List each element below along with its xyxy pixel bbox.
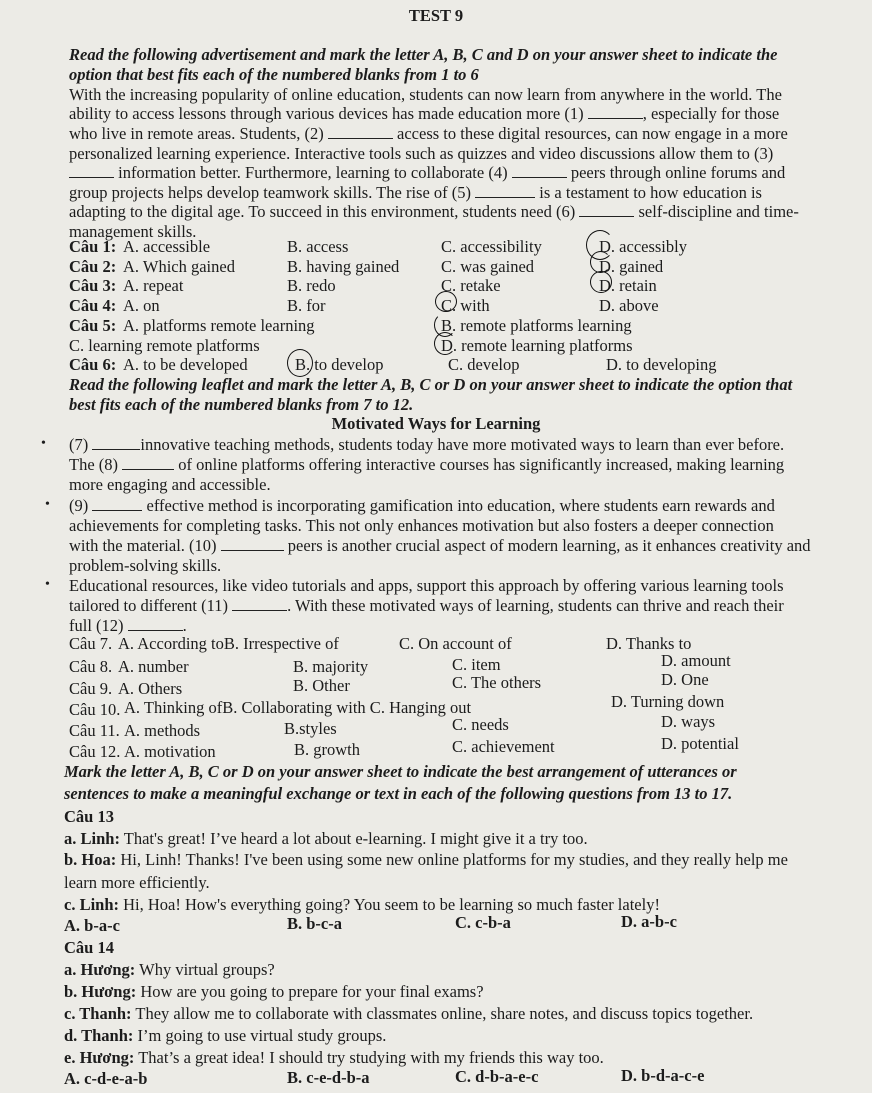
option-a[interactable]: A. methods [124,721,201,740]
question-label: Câu 4: [69,296,117,315]
option-b[interactable]: B. for [287,296,326,315]
utterance-line: a. Linh: That's great! I’ve heard a lot about e-learning. I might give it a try too. [64,829,588,848]
option-b[interactable]: B. majority [293,657,369,676]
option-b[interactable]: B. remote platforms learning [441,316,632,335]
utterance-line: learn more efficiently. [64,873,210,892]
option-c[interactable]: C. retake [441,276,501,295]
option-a[interactable]: A. c-d-e-a-b [64,1069,148,1088]
answer-circle-mark [590,251,611,273]
question-label: Câu 10. [69,700,121,719]
passage-line: ability to access lessons through various devices has made education more (1) , especially for those [69,104,780,123]
option-d[interactable]: D. retain [599,276,657,295]
option-c[interactable]: C. On account of [399,634,512,653]
option-d[interactable]: D. a-b-c [621,912,677,931]
passage-line: full (12) . [69,616,187,635]
option-c[interactable]: C. learning remote platforms [69,336,260,355]
passage-line: adapting to the digital age. To succeed in this environment, students need (6) self-discipline and time- [69,202,799,221]
question-label: Câu 7. [69,634,113,653]
option-b[interactable]: B. c-e-d-b-a [287,1068,370,1087]
option-d[interactable]: D. Thanks to [606,634,692,653]
option-d[interactable]: D. above [599,296,659,315]
answer-circle-mark [590,271,612,293]
option-d[interactable]: D. remote learning platforms [441,336,633,355]
passage-line: management skills. [69,222,197,241]
question-label: Câu 13 [64,807,114,826]
option-a[interactable]: A. to be developed [123,355,248,374]
option-a[interactable]: A. motivation [124,742,216,761]
instruction-line: option that best fits each of the numbered blanks from 1 to 6 [69,65,479,84]
option-b[interactable]: B. Other [293,676,350,695]
option-c[interactable]: C. c-b-a [455,913,511,932]
passage-line: group projects helps develop teamwork skills. The rise of (5) is a testament to how education is [69,183,762,202]
passage-line: With the increasing popularity of online education, students can now learn from anywhere in the world. The [69,85,782,104]
question-label: Câu 8. [69,657,113,676]
option-b[interactable]: B. having gained [287,257,400,276]
bullet-icon: • [45,577,50,592]
option-b[interactable]: B. access [287,237,349,256]
option-c[interactable]: C. was gained [441,257,535,276]
instruction-line: sentences to make a meaningful exchange or text in each of the following questions from 13 to 17. [64,784,733,803]
utterance-line: b. Hương: How are you going to prepare for your final exams? [64,982,484,1001]
question-label: Câu 12. [69,742,121,761]
passage-line: problem-solving skills. [69,556,222,575]
option-a-b-c[interactable]: A. Thinking ofB. Collaborating with C. Hanging out [124,698,472,717]
bullet-icon: • [45,497,50,512]
passage-line: (7) innovative teaching methods, students today have more motivated ways to learn than ever before. [69,435,785,454]
question-label: Câu 3: [69,276,117,295]
option-c[interactable]: C. develop [448,355,520,374]
option-b[interactable]: B. to develop [295,355,384,374]
option-b[interactable]: B. b-c-a [287,914,342,933]
passage-line: Educational resources, like video tutorials and apps, support this approach by offering various learning tools [69,576,784,595]
option-d[interactable]: D. potential [661,734,739,753]
option-a[interactable]: A. repeat [123,276,184,295]
bullet-icon: • [41,436,46,451]
option-a[interactable]: A. number [118,657,189,676]
option-d[interactable]: D. One [661,670,709,689]
question-label: Câu 2: [69,257,117,276]
option-b[interactable]: B.styles [284,719,337,738]
passage-line: achievements for completing tasks. This not only enhances motivation but also fosters a deeper connection [69,516,774,535]
leaflet-heading: Motivated Ways for Learning [331,414,541,433]
option-c[interactable]: C. needs [452,715,509,734]
utterance-line: c. Thanh: They allow me to collaborate with classmates online, share notes, and discuss topics together. [64,1004,754,1023]
option-c[interactable]: C. d-b-a-e-c [455,1067,539,1086]
answer-circle-mark [435,291,457,312]
option-a[interactable]: A. Others [118,679,183,698]
question-label: Câu 1: [69,237,117,256]
test-title: TEST 9 [408,6,464,25]
instruction-line: best fits each of the numbered blanks from 7 to 12. [69,395,414,414]
option-c[interactable]: C. The others [452,673,542,692]
question-label: Câu 5: [69,316,117,335]
passage-line: tailored to different (11) . With these motivated ways of learning, students can thrive and reach their [69,596,784,615]
option-d[interactable]: D. b-d-a-c-e [621,1066,705,1085]
question-label: Câu 11. [69,721,120,740]
question-label: Câu 6: [69,355,117,374]
option-d[interactable]: D. amount [661,651,731,670]
answer-circle-mark [287,349,313,377]
passage-line: (9) effective method is incorporating gamification into education, where students earn rewards and [69,496,775,515]
passage-line: with the material. (10) peers is another crucial aspect of modern learning, as it enhances creativity and [69,536,811,555]
option-c[interactable]: C. item [452,655,501,674]
instruction-line: Read the following leaflet and mark the letter A, B, C or D on your answer sheet to indicate the option that [69,375,793,394]
utterance-line: a. Hương: Why virtual groups? [64,960,275,979]
option-d[interactable]: D. accessibly [599,237,687,256]
option-a[interactable]: A. accessible [123,237,211,256]
option-d[interactable]: D. to developing [606,355,717,374]
option-a[interactable]: A. platforms remote learning [123,316,315,335]
instruction-line: Read the following advertisement and mark the letter A, B, C and D on your answer sheet to indicate the [69,45,778,64]
option-a-b[interactable]: A. According toB. Irrespective of [118,634,339,653]
utterance-line: c. Linh: Hi, Hoa! How's everything going? You seem to be learning so much faster lately! [64,895,660,914]
option-d[interactable]: D. Turning down [611,692,725,711]
option-a[interactable]: A. on [123,296,160,315]
option-b[interactable]: B. redo [287,276,336,295]
utterance-line: d. Thanh: I’m going to use virtual study groups. [64,1026,387,1045]
question-label: Câu 9. [69,679,113,698]
question-label: Câu 14 [64,938,114,957]
passage-line: who live in remote areas. Students, (2) access to these digital resources, can now engage in a more [69,124,788,143]
passage-line: The (8) of online platforms offering interactive courses has significantly increased, making learning [69,455,785,474]
passage-line: personalized learning experience. Interactive tools such as quizzes and video discussions allow them to (3) [69,144,774,163]
option-d[interactable]: D. gained [599,257,664,276]
option-d[interactable]: D. ways [661,712,716,731]
passage-line: more engaging and accessible. [69,475,271,494]
passage-line: information better. Furthermore, learning to collaborate (4) peers through online forums and [69,163,785,183]
utterance-line: b. Hoa: Hi, Linh! Thanks! I've been using some new online platforms for my studies, and they really help me [64,850,788,869]
instruction-line: Mark the letter A, B, C or D on your answer sheet to indicate the best arrangement of utterances or [64,762,737,781]
option-c[interactable]: C. achievement [452,737,555,756]
answer-circle-mark [434,332,456,355]
option-c[interactable]: C. accessibility [441,237,542,256]
option-a[interactable]: A. Which gained [123,257,235,276]
option-c[interactable]: C. with [441,296,490,315]
utterance-line: e. Hương: That’s a great idea! I should try studying with my friends this way too. [64,1048,604,1067]
option-b[interactable]: B. growth [294,740,360,759]
option-a[interactable]: A. b-a-c [64,916,120,935]
